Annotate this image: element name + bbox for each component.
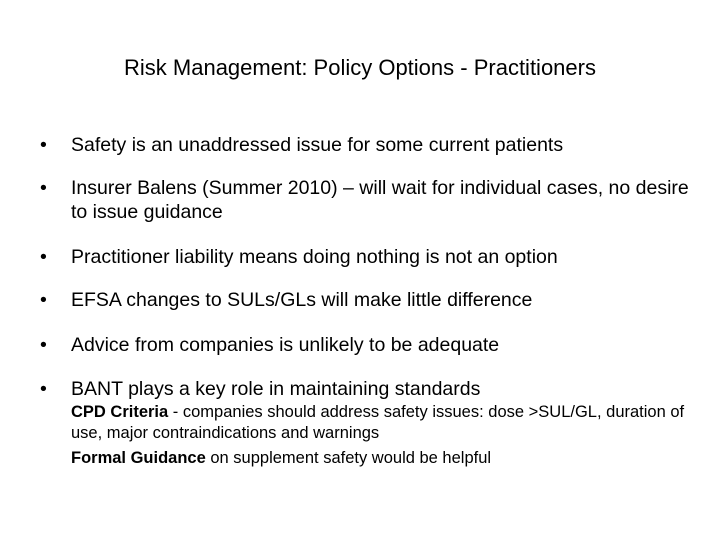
bullet-icon: • (40, 334, 47, 356)
bullet-icon: • (40, 246, 47, 268)
bullet-text: Insurer Balens (Summer 2010) – will wait for individual cases, no desire to issue guidance (71, 177, 689, 223)
bullet-text: BANT plays a key role in maintaining standards (71, 378, 481, 400)
bullet-item (40, 176, 690, 224)
sub-item-cpd-criteria (71, 402, 691, 444)
sub-item-text: on supplement safety would be helpful (205, 449, 492, 467)
bullet-text: Advice from companies is unlikely to be adequate (71, 334, 500, 356)
bullet-item (40, 377, 690, 401)
sub-item-lead: CPD Criteria (71, 403, 169, 421)
bullet-icon: • (40, 177, 47, 199)
slide-title: Risk Management: Policy Options - Practitioners (124, 55, 596, 80)
bullet-icon: • (40, 378, 47, 400)
bullet-icon: • (40, 289, 47, 311)
bullet-item (40, 333, 690, 357)
bullet-item (40, 245, 690, 269)
sub-item-formal-guidance (71, 448, 691, 469)
sub-item-lead: Formal Guidance (71, 449, 206, 467)
bullet-item (40, 288, 690, 312)
bullet-item (40, 133, 690, 157)
bullet-text: Practitioner liability means doing nothing is not an option (71, 246, 558, 268)
bullet-icon: • (40, 134, 47, 156)
bullet-text: EFSA changes to SULs/GLs will make little difference (71, 289, 533, 311)
sub-item-text: - companies should address safety issues: dose >SUL/GL, duration of use, major contraindications and warnings (71, 403, 685, 442)
bullet-text: Safety is an unaddressed issue for some current patients (71, 134, 564, 156)
